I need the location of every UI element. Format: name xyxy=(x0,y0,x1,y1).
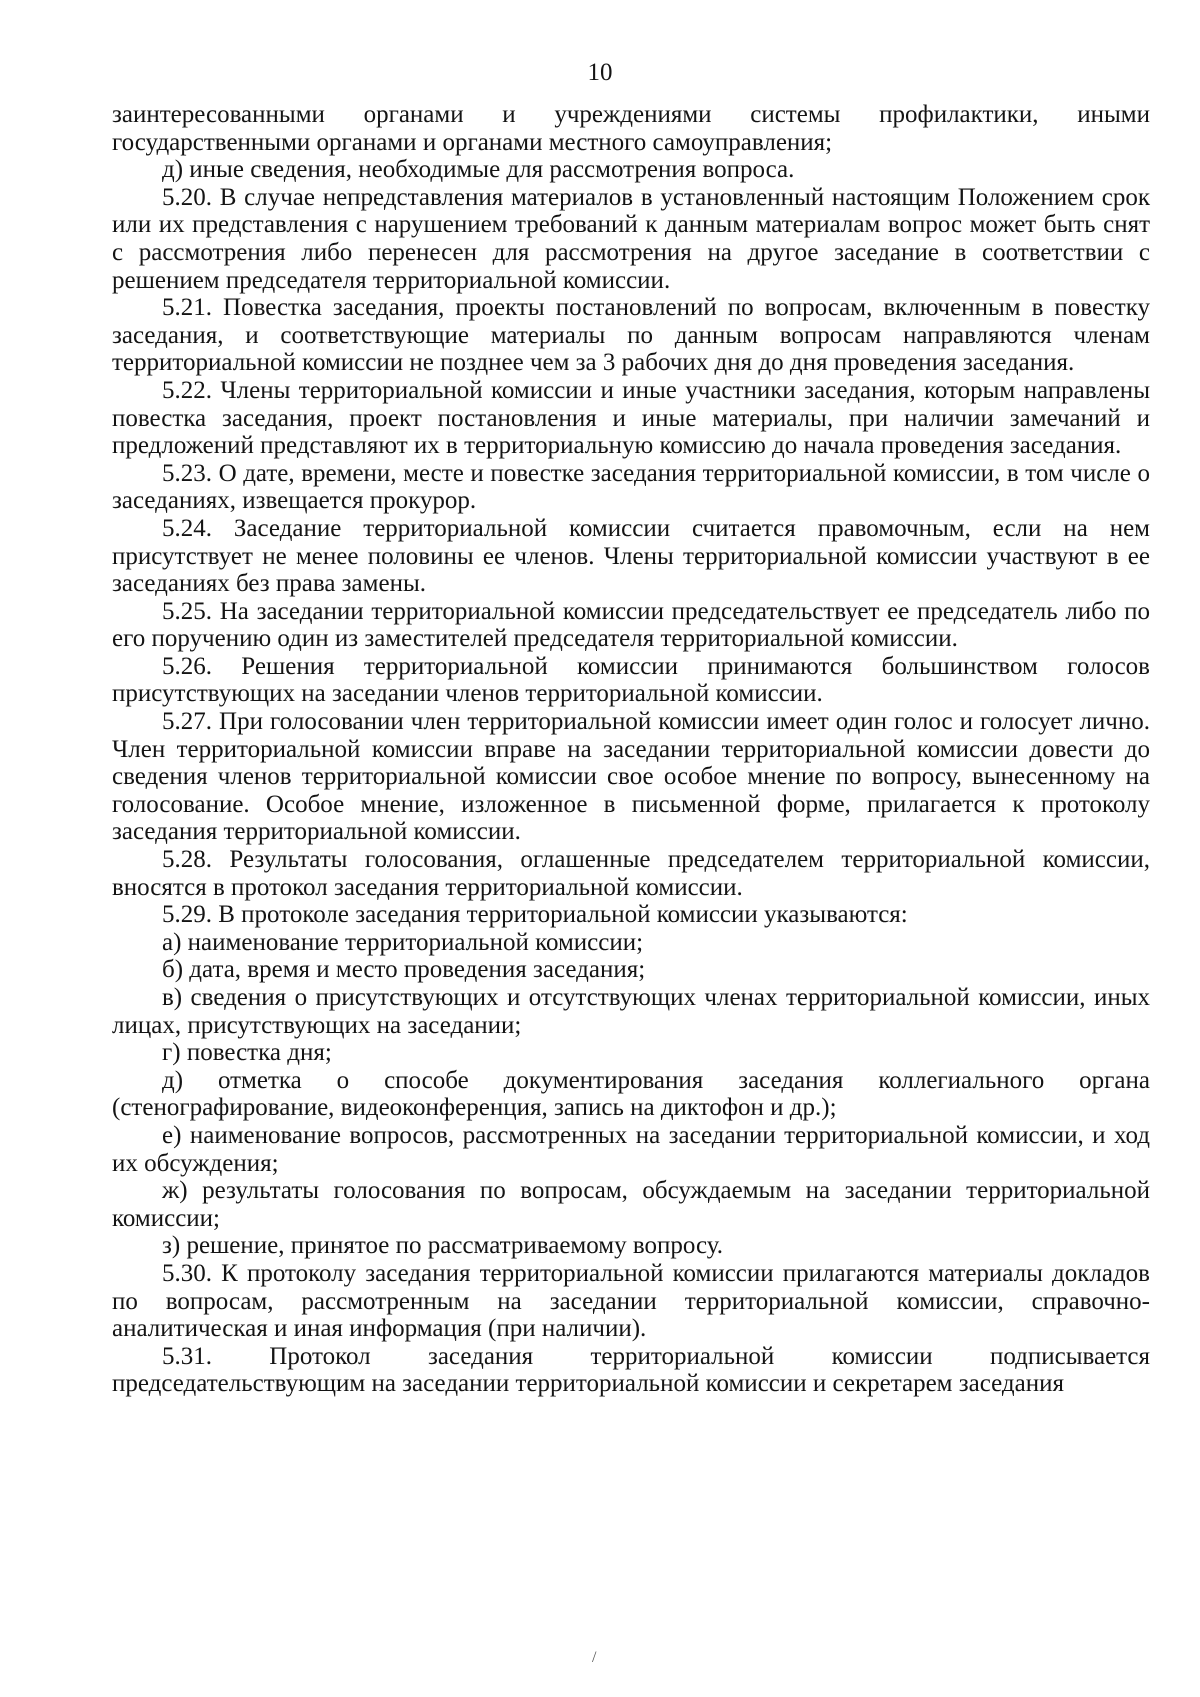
list-item-d: д) отметка о способе документирования заседания коллегиального органа (стенографирование, видеоконференция, запись на диктофон и др.); xyxy=(112,1066,1150,1122)
paragraph-5-30: 5.30. К протоколу заседания территориальной комиссии прилагаются материалы докладов по вопросам, рассмотренным на заседании территориальной комиссии, справочно-аналитическая и иная информация (при наличии). xyxy=(112,1259,1150,1343)
scan-mark: / xyxy=(592,1649,597,1666)
paragraph-5-27: 5.27. При голосовании член территориальной комиссии имеет один голос и голосует лично. Член территориальной комиссии вправе на заседании территориальной комиссии довести до сведения членов территориальной комиссии свое особое мнение по вопросу, вынесенному на голосование. Особое мнение, изложенное в письменной форме, прилагается к протоколу заседания территориальной комиссии. xyxy=(112,708,1150,846)
paragraph-5-21: 5.21. Повестка заседания, проекты постановлений по вопросам, включенным в повестку заседания, и соответствующие материалы по данным вопросам направляются членам территориальной комиссии не позднее чем за 3 рабочих дня до дня проведения заседания. xyxy=(112,294,1150,377)
list-item-e: е) наименование вопросов, рассмотренных на заседании территориальной комиссии, и ход их обсуждения; xyxy=(112,1121,1150,1177)
paragraph-5-31: 5.31. Протокол заседания территориальной комиссии подписывается председательствующим на заседании территориальной комиссии и секретарем заседания xyxy=(112,1342,1150,1398)
page-number: 10 xyxy=(587,59,613,86)
paragraph-5-25: 5.25. На заседании территориальной комиссии председательствует ее председатель либо по его поручению один из заместителей председателя территориальной комиссии. xyxy=(112,597,1150,653)
document-body xyxy=(112,101,1150,1398)
paragraph-item-d-other-info: д) иные сведения, необходимые для рассмотрения вопроса. xyxy=(162,156,795,184)
list-item-z: з) решение, принятое по рассматриваемому вопросу. xyxy=(162,1232,723,1260)
paragraph-5-23: 5.23. О дате, времени, месте и повестке заседания территориальной комиссии, в том числе о заседаниях, извещается прокурор. xyxy=(112,459,1150,515)
paragraph-5-28: 5.28. Результаты голосования, оглашенные председателем территориальной комиссии, вносятся в протокол заседания территориальной комиссии. xyxy=(112,846,1150,901)
paragraph-5-20: 5.20. В случае непредставления материалов в установленный настоящим Положением срок или их представления с нарушением требований к данным материалам вопрос может быть снят с рассмотрения либо перенесен для рассмотрения на другое заседание в соответствии с решением председателя территориальной комиссии. xyxy=(112,183,1150,294)
paragraph-5-26: 5.26. Решения территориальной комиссии принимаются большинством голосов присутствующих на заседании членов территориальной комиссии. xyxy=(112,652,1150,708)
list-item-g: г) повестка дня; xyxy=(162,1039,332,1067)
paragraph-5-24: 5.24. Заседание территориальной комиссии считается правомочным, если на нем присутствует не менее половины ее членов. Члены территориальной комиссии участвуют в ее заседаниях без права замены. xyxy=(112,514,1150,598)
paragraph-5-22: 5.22. Члены территориальной комиссии и иные участники заседания, которым направлены повестка заседания, проект постановления и иные материалы, при наличии замечаний и предложений представляют их в территориальную комиссию до начала проведения заседания. xyxy=(112,376,1150,460)
paragraph-continuation: заинтересованными органами и учреждениями системы профилактики, иными государственными органами и органами местного самоуправления; xyxy=(112,101,1150,156)
list-item-a: а) наименование территориальной комиссии; xyxy=(162,928,644,956)
paragraph-5-29: 5.29. В протоколе заседания территориальной комиссии указываются: xyxy=(162,901,908,929)
list-item-b: б) дата, время и место проведения заседания; xyxy=(162,956,646,984)
list-item-zh: ж) результаты голосования по вопросам, обсуждаемым на заседании территориальной комиссии; xyxy=(112,1177,1150,1232)
list-item-v: в) сведения о присутствующих и отсутствующих членах территориальной комиссии, иных лицах, присутствующих на заседании; xyxy=(112,984,1150,1039)
